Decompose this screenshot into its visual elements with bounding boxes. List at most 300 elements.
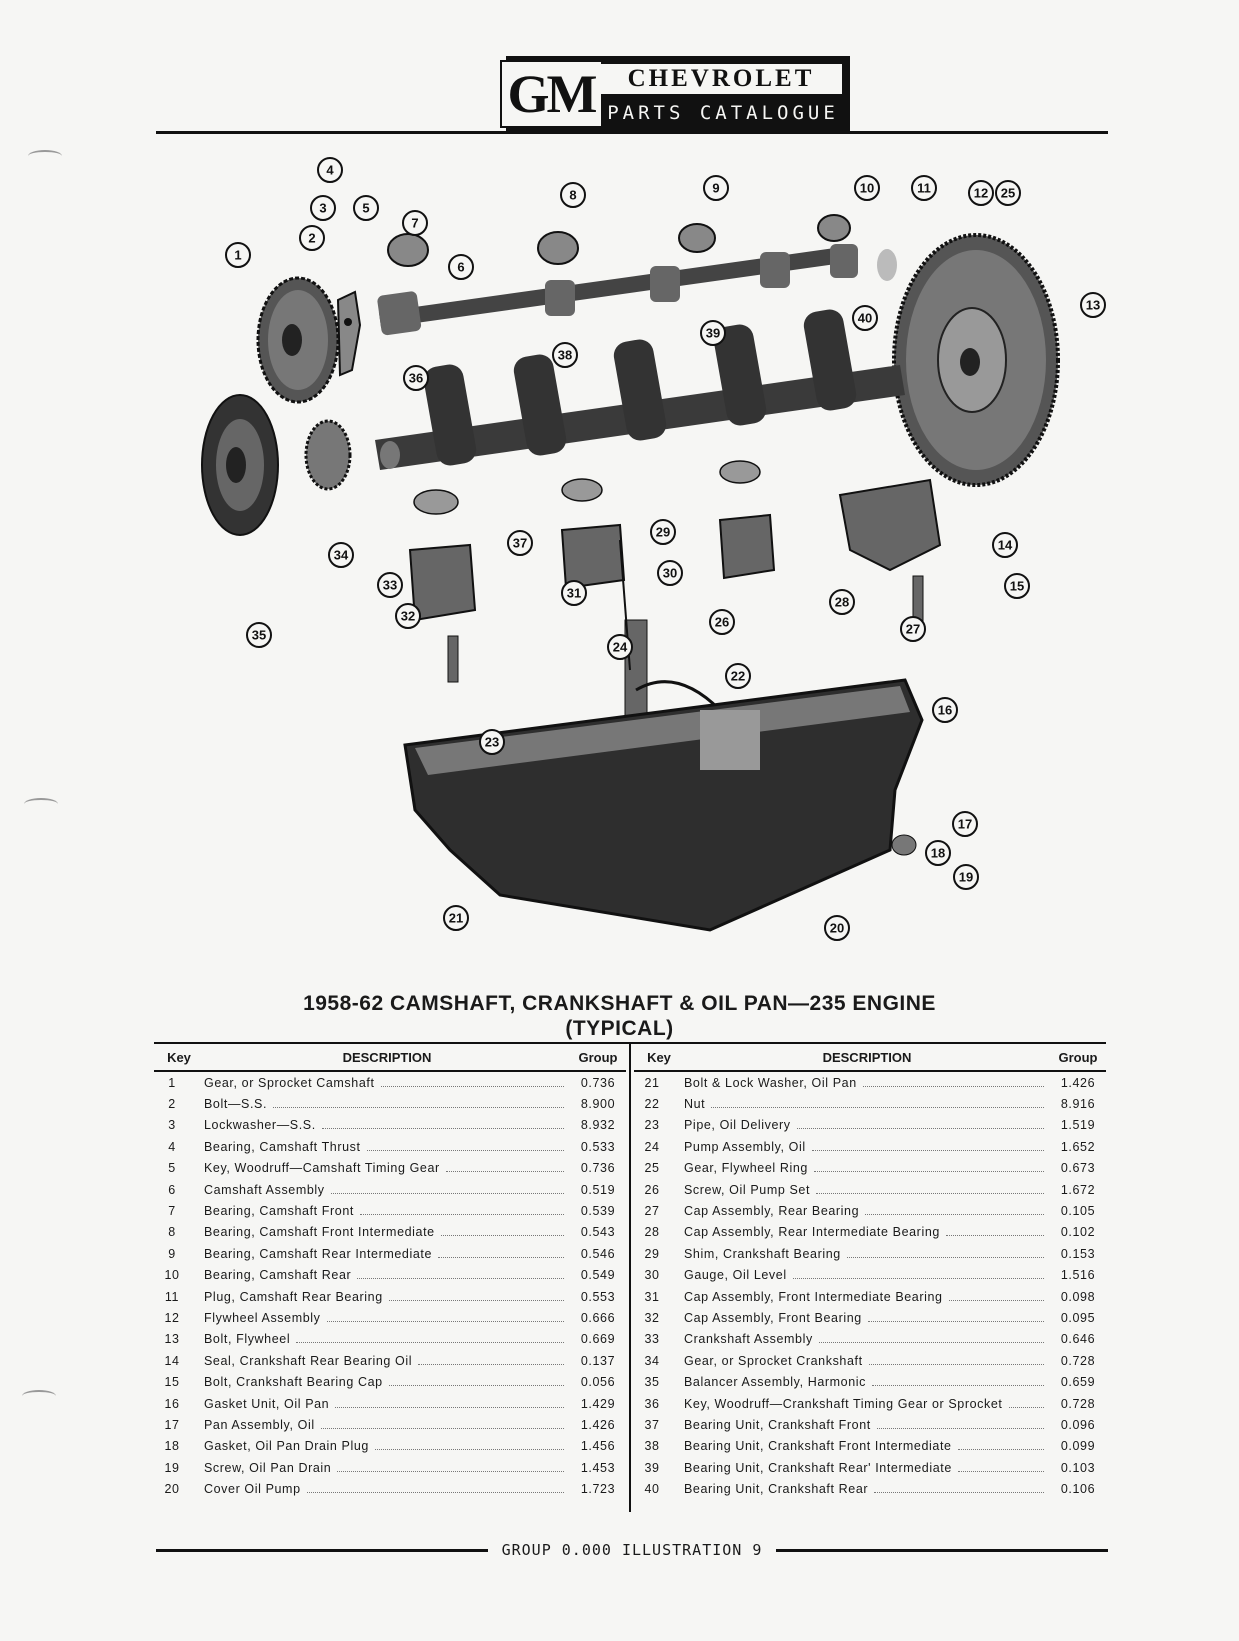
row-description <box>670 1375 1050 1389</box>
row-description <box>190 1140 570 1154</box>
dot-leader <box>946 1235 1044 1236</box>
callout-35-label: 35 <box>251 627 267 643</box>
row-description <box>670 1118 1050 1132</box>
table-row <box>154 1436 626 1457</box>
table-row <box>634 1478 1106 1499</box>
callout-38-label: 38 <box>557 347 573 363</box>
row-key: 21 <box>644 1075 660 1090</box>
callout-20-label: 20 <box>829 920 845 936</box>
row-description-text: Gasket Unit, Oil Pan <box>204 1396 330 1411</box>
row-description <box>670 1225 1050 1239</box>
bearing-caps-drawing <box>410 461 940 620</box>
row-description <box>670 1097 1050 1111</box>
row-key: 40 <box>644 1482 660 1497</box>
row-description <box>670 1461 1050 1475</box>
callout-8-label: 8 <box>569 187 577 203</box>
dot-leader <box>949 1300 1044 1301</box>
row-group: 0.549 <box>580 1268 616 1283</box>
callout-11-label: 11 <box>917 180 931 196</box>
dot-leader <box>814 1171 1044 1172</box>
row-description <box>190 1354 570 1368</box>
table-row <box>154 1115 626 1136</box>
row-group: 0.539 <box>580 1204 616 1219</box>
thrust-plate-drawing <box>338 292 360 375</box>
callout-4-label: 4 <box>326 162 334 178</box>
row-description-text: Bolt—S.S. <box>204 1097 268 1112</box>
row-group: 8.932 <box>580 1118 616 1133</box>
table-row <box>634 1457 1106 1478</box>
table-row <box>634 1436 1106 1457</box>
row-description-text: Flywheel Assembly <box>204 1310 321 1325</box>
row-description <box>670 1247 1050 1261</box>
row-description-text: Pan Assembly, Oil <box>204 1417 315 1432</box>
row-group: 0.519 <box>580 1182 616 1197</box>
row-key: 22 <box>644 1097 660 1112</box>
row-description-text: Nut <box>684 1097 706 1112</box>
page-footer <box>156 1540 1108 1560</box>
dot-leader <box>793 1278 1044 1279</box>
callout-5-label: 5 <box>362 200 370 216</box>
callout-33-label: 33 <box>382 577 398 593</box>
row-key: 39 <box>644 1460 660 1475</box>
header-description: DESCRIPTION <box>822 1049 912 1065</box>
dot-leader <box>360 1214 564 1215</box>
row-key: 17 <box>164 1417 180 1432</box>
callout-30-label: 30 <box>662 565 678 581</box>
table-row <box>154 1158 626 1179</box>
dot-leader <box>872 1385 1044 1386</box>
row-key: 16 <box>164 1396 180 1411</box>
callout-37-label: 37 <box>512 535 528 551</box>
table-row <box>154 1350 626 1371</box>
callout-6-label: 6 <box>457 259 465 275</box>
row-group: 0.096 <box>1060 1417 1096 1432</box>
row-description-text: Crankshaft Assembly <box>684 1332 813 1347</box>
bearing-cap-bolts-drawing <box>448 576 923 682</box>
row-description <box>670 1140 1050 1154</box>
row-description <box>190 1461 570 1475</box>
row-group: 0.666 <box>580 1310 616 1325</box>
header-description: DESCRIPTION <box>342 1049 432 1065</box>
row-description <box>670 1482 1050 1496</box>
row-group: 1.672 <box>1060 1182 1096 1197</box>
punch-mark-bottom <box>22 1390 56 1402</box>
row-group: 8.900 <box>580 1097 616 1112</box>
header-group: Group <box>578 1049 618 1065</box>
row-description-text: Screw, Oil Pump Set <box>684 1182 811 1197</box>
row-key: 27 <box>644 1204 660 1219</box>
row-description-text: Bolt, Crankshaft Bearing Cap <box>204 1375 383 1390</box>
row-group: 0.659 <box>1060 1375 1096 1390</box>
row-description <box>670 1439 1050 1453</box>
dot-leader <box>337 1471 564 1472</box>
callout-19-label: 19 <box>958 869 974 885</box>
table-row <box>154 1179 626 1200</box>
table-row <box>154 1222 626 1243</box>
table-row <box>154 1371 626 1392</box>
rows-right <box>634 1072 1106 1500</box>
parts-column-right <box>634 1044 1106 1500</box>
table-row <box>154 1457 626 1478</box>
row-key: 10 <box>164 1268 180 1283</box>
row-group: 1.519 <box>1060 1118 1096 1133</box>
row-group: 0.102 <box>1060 1225 1096 1240</box>
table-header-left <box>154 1044 626 1072</box>
table-row <box>634 1350 1106 1371</box>
row-description <box>190 1183 570 1197</box>
dot-leader <box>847 1257 1044 1258</box>
row-description-text: Plug, Camshaft Rear Bearing <box>204 1289 383 1304</box>
parts-column-left <box>154 1044 626 1500</box>
callout-28-label: 28 <box>834 594 850 610</box>
callout-12-label: 12 <box>973 185 989 201</box>
row-description <box>670 1204 1050 1218</box>
callout-17-label: 17 <box>957 816 973 832</box>
row-description-text: Gear, Flywheel Ring <box>684 1161 808 1176</box>
dot-leader <box>877 1428 1044 1429</box>
brand-name: CHEVROLET <box>600 64 842 94</box>
flywheel-drawing <box>894 235 1058 485</box>
row-key: 32 <box>644 1310 660 1325</box>
callout-27-label: 27 <box>905 621 921 637</box>
table-row <box>154 1414 626 1435</box>
table-row <box>154 1093 626 1114</box>
row-description-text: Key, Woodruff—Crankshaft Timing Gear or Sprocket <box>684 1396 1003 1411</box>
row-description <box>190 1290 570 1304</box>
row-description-text: Gauge, Oil Level <box>684 1268 787 1283</box>
table-header-right <box>634 1044 1106 1072</box>
row-description-text: Shim, Crankshaft Bearing <box>684 1246 841 1261</box>
row-key: 3 <box>168 1118 176 1133</box>
callout-21-label: 21 <box>448 910 464 926</box>
row-key: 34 <box>644 1353 660 1368</box>
dot-leader <box>958 1471 1044 1472</box>
callout-32-label: 32 <box>400 608 416 624</box>
row-description <box>190 1268 570 1282</box>
table-row <box>634 1286 1106 1307</box>
table-row <box>634 1307 1106 1328</box>
dot-leader <box>441 1235 564 1236</box>
row-description-text: Pipe, Oil Delivery <box>684 1118 791 1133</box>
row-group: 0.669 <box>580 1332 616 1347</box>
row-description-text: Bolt & Lock Washer, Oil Pan <box>684 1075 857 1090</box>
callout-1-label: 1 <box>234 247 242 263</box>
row-group: 1.456 <box>580 1439 616 1454</box>
callout-25-label: 25 <box>1000 185 1016 201</box>
row-group: 1.453 <box>580 1460 616 1475</box>
row-key: 7 <box>168 1204 176 1219</box>
callout-26-label: 26 <box>714 614 730 630</box>
row-description <box>190 1076 570 1090</box>
row-group: 0.103 <box>1060 1460 1096 1475</box>
row-group: 1.426 <box>580 1417 616 1432</box>
column-divider <box>629 1044 631 1512</box>
table-row <box>154 1072 626 1093</box>
footer-rule-right <box>776 1549 1108 1552</box>
gm-logo <box>506 56 596 132</box>
row-description <box>670 1311 1050 1325</box>
row-group: 0.098 <box>1060 1289 1096 1304</box>
dot-leader <box>797 1128 1044 1129</box>
row-key: 4 <box>168 1139 176 1154</box>
dot-leader <box>296 1342 564 1343</box>
brand-block <box>596 56 850 132</box>
callout-39-label: 39 <box>705 325 721 341</box>
row-description <box>190 1161 570 1175</box>
row-key: 2 <box>168 1097 176 1112</box>
header-key: Key <box>647 1049 671 1065</box>
row-key: 8 <box>168 1225 176 1240</box>
gm-logo-text: GM <box>500 60 603 128</box>
row-description-text: Bearing Unit, Crankshaft Front <box>684 1417 871 1432</box>
row-group: 1.426 <box>1060 1075 1096 1090</box>
row-group: 1.652 <box>1060 1139 1096 1154</box>
punch-mark-middle <box>24 798 58 810</box>
dot-leader <box>1009 1407 1044 1408</box>
row-key: 23 <box>644 1118 660 1133</box>
dot-leader <box>418 1364 564 1365</box>
row-description <box>670 1397 1050 1411</box>
row-group: 0.553 <box>580 1289 616 1304</box>
table-row <box>634 1265 1106 1286</box>
row-description-text: Seal, Crankshaft Rear Bearing Oil <box>204 1353 413 1368</box>
callout-23-label: 23 <box>484 734 500 750</box>
callout-24-label: 24 <box>612 639 628 655</box>
row-key: 37 <box>644 1417 660 1432</box>
row-description-text: Pump Assembly, Oil <box>684 1139 806 1154</box>
row-key: 6 <box>168 1182 176 1197</box>
dot-leader <box>874 1492 1044 1493</box>
row-group: 0.105 <box>1060 1204 1096 1219</box>
table-row <box>634 1243 1106 1264</box>
crankshaft-drawing <box>375 307 905 470</box>
dot-leader <box>865 1214 1044 1215</box>
row-description <box>190 1311 570 1325</box>
row-description-text: Lockwasher—S.S. <box>204 1118 316 1133</box>
footer-rule-left <box>156 1549 488 1552</box>
table-row <box>154 1200 626 1221</box>
callout-40-label: 40 <box>857 310 873 326</box>
header-rule <box>156 131 1108 134</box>
row-key: 25 <box>644 1161 660 1176</box>
callout-29-label: 29 <box>655 524 671 540</box>
row-description <box>190 1118 570 1132</box>
row-description <box>670 1268 1050 1282</box>
dot-leader <box>869 1364 1044 1365</box>
header-group: Group <box>1058 1049 1098 1065</box>
row-group: 1.429 <box>580 1396 616 1411</box>
harmonic-balancer-drawing <box>202 395 278 535</box>
crankshaft-gear-drawing <box>306 421 350 489</box>
row-key: 19 <box>164 1460 180 1475</box>
row-description-text: Bearing Unit, Crankshaft Rear' Intermediate <box>684 1460 952 1475</box>
row-description <box>670 1418 1050 1432</box>
row-key: 24 <box>644 1139 660 1154</box>
dot-leader <box>819 1342 1044 1343</box>
dot-leader <box>446 1171 564 1172</box>
table-row <box>634 1414 1106 1435</box>
callout-3-label: 3 <box>319 200 327 216</box>
header-key: Key <box>167 1049 191 1065</box>
row-group: 0.736 <box>580 1075 616 1090</box>
row-description-text: Bearing, Camshaft Thrust <box>204 1139 361 1154</box>
row-description <box>190 1439 570 1453</box>
callout-7-label: 7 <box>411 215 419 231</box>
dot-leader <box>357 1278 564 1279</box>
row-group: 0.099 <box>1060 1439 1096 1454</box>
row-description-text: Cover Oil Pump <box>204 1482 301 1497</box>
row-group: 0.543 <box>580 1225 616 1240</box>
row-group: 0.137 <box>580 1353 616 1368</box>
row-description-text: Bearing, Camshaft Front Intermediate <box>204 1225 435 1240</box>
row-description-text: Cap Assembly, Front Intermediate Bearing <box>684 1289 943 1304</box>
row-key: 20 <box>164 1482 180 1497</box>
dot-leader <box>711 1107 1044 1108</box>
dot-leader <box>322 1128 564 1129</box>
row-group: 0.533 <box>580 1139 616 1154</box>
row-key: 30 <box>644 1268 660 1283</box>
row-description-text: Cap Assembly, Rear Intermediate Bearing <box>684 1225 940 1240</box>
table-row <box>634 1179 1106 1200</box>
oil-pan-drawing <box>405 680 922 930</box>
dot-leader <box>868 1321 1044 1322</box>
row-description-text: Screw, Oil Pan Drain <box>204 1460 332 1475</box>
row-description-text: Bearing, Camshaft Rear <box>204 1268 352 1283</box>
row-key: 29 <box>644 1246 660 1261</box>
row-group: 1.723 <box>580 1482 616 1497</box>
row-group: 0.056 <box>580 1375 616 1390</box>
row-description <box>670 1076 1050 1090</box>
row-key: 9 <box>168 1246 176 1261</box>
table-row <box>634 1136 1106 1157</box>
callout-31-label: 31 <box>566 585 582 601</box>
table-row <box>634 1200 1106 1221</box>
dot-leader <box>389 1300 564 1301</box>
row-key: 13 <box>164 1332 180 1347</box>
row-description <box>190 1418 570 1432</box>
table-row <box>634 1115 1106 1136</box>
footer-text: GROUP 0.000 ILLUSTRATION 9 <box>501 1541 763 1559</box>
rows-left <box>154 1072 626 1500</box>
catalogue-subtitle: PARTS CATALOGUE <box>607 102 839 124</box>
row-description <box>670 1183 1050 1197</box>
row-description <box>190 1332 570 1346</box>
row-description <box>190 1397 570 1411</box>
row-group: 0.646 <box>1060 1332 1096 1347</box>
table-row <box>154 1393 626 1414</box>
timing-gear-drawing <box>258 278 338 402</box>
table-row <box>634 1158 1106 1179</box>
row-description <box>670 1354 1050 1368</box>
row-description <box>190 1247 570 1261</box>
row-key: 11 <box>164 1289 180 1304</box>
table-row <box>634 1072 1106 1093</box>
table-row <box>634 1093 1106 1114</box>
row-key: 1 <box>168 1075 176 1090</box>
callout-14-label: 14 <box>997 537 1013 553</box>
callout-2-label: 2 <box>308 230 316 246</box>
dot-leader <box>327 1321 565 1322</box>
table-row <box>154 1286 626 1307</box>
row-key: 12 <box>164 1310 180 1325</box>
row-key: 18 <box>164 1439 180 1454</box>
row-group: 0.546 <box>580 1246 616 1261</box>
row-key: 35 <box>644 1375 660 1390</box>
dot-leader <box>958 1449 1044 1450</box>
parts-table <box>154 1042 1106 1512</box>
row-description-text: Cap Assembly, Rear Bearing <box>684 1204 860 1219</box>
row-group: 0.728 <box>1060 1353 1096 1368</box>
callout-18-label: 18 <box>930 845 946 861</box>
table-row <box>154 1478 626 1499</box>
dot-leader <box>331 1193 564 1194</box>
row-description <box>190 1097 570 1111</box>
table-row <box>154 1307 626 1328</box>
row-key: 31 <box>644 1289 660 1304</box>
table-row <box>154 1243 626 1264</box>
table-row <box>634 1222 1106 1243</box>
row-group: 0.153 <box>1060 1246 1096 1261</box>
row-description <box>670 1332 1050 1346</box>
row-description-text: Balancer Assembly, Harmonic <box>684 1375 867 1390</box>
row-description-text: Gasket, Oil Pan Drain Plug <box>204 1439 369 1454</box>
row-description <box>190 1204 570 1218</box>
dot-leader <box>438 1257 564 1258</box>
dot-leader <box>375 1449 564 1450</box>
callout-16-label: 16 <box>937 702 953 718</box>
row-description-text: Camshaft Assembly <box>204 1182 325 1197</box>
row-key: 14 <box>164 1353 180 1368</box>
dot-leader <box>381 1086 564 1087</box>
catalogue-header <box>506 56 850 132</box>
table-row <box>154 1265 626 1286</box>
dot-leader <box>335 1407 564 1408</box>
dot-leader <box>389 1385 564 1386</box>
dot-leader <box>863 1086 1044 1087</box>
table-row <box>634 1371 1106 1392</box>
row-key: 5 <box>168 1161 176 1176</box>
illustration-title: 1958-62 CAMSHAFT, CRANKSHAFT & OIL PAN—235 ENGINE <box>303 992 936 1015</box>
dot-leader <box>321 1428 564 1429</box>
row-description-text: Bearing, Camshaft Rear Intermediate <box>204 1246 433 1261</box>
row-description-text: Gear, or Sprocket Crankshaft <box>684 1353 863 1368</box>
row-description <box>670 1290 1050 1304</box>
row-description <box>190 1225 570 1239</box>
dot-leader <box>812 1150 1044 1151</box>
table-row <box>634 1393 1106 1414</box>
dot-leader <box>307 1492 564 1493</box>
row-key: 26 <box>644 1182 660 1197</box>
table-row <box>154 1136 626 1157</box>
punch-mark-top <box>28 150 62 162</box>
row-description-text: Bearing, Camshaft Front <box>204 1204 354 1219</box>
row-key: 15 <box>164 1375 180 1390</box>
row-description <box>670 1161 1050 1175</box>
callout-22-label: 22 <box>730 668 746 684</box>
row-key: 33 <box>644 1332 660 1347</box>
callout-36-label: 36 <box>408 370 424 386</box>
dot-leader <box>273 1107 564 1108</box>
row-description <box>190 1375 570 1389</box>
row-description <box>190 1482 570 1496</box>
camshaft-drawing <box>377 244 858 336</box>
row-key: 36 <box>644 1396 660 1411</box>
row-description-text: Gear, or Sprocket Camshaft <box>204 1075 375 1090</box>
row-group: 0.728 <box>1060 1396 1096 1411</box>
exploded-engine-illustration <box>200 150 1120 980</box>
row-description-text: Bearing Unit, Crankshaft Rear <box>684 1482 869 1497</box>
callout-10-label: 10 <box>859 180 875 196</box>
